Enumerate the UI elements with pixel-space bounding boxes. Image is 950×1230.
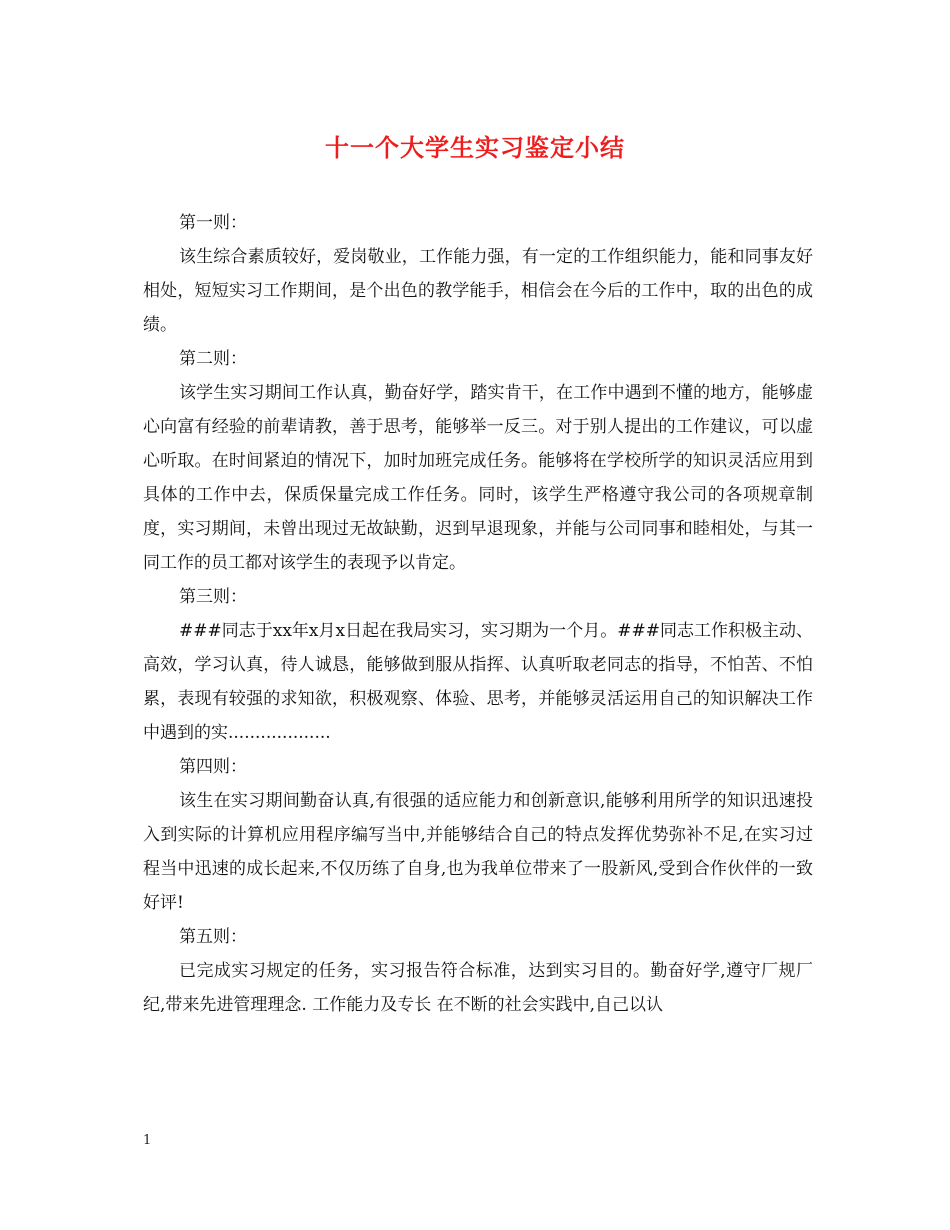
section-paragraph-1: 该生综合素质较好，爱岗敬业，工作能力强，有一定的工作组织能力，能和同事友好相处，短短实习工作期间，是个出色的教学能手，相信会在今后的工作中，取的出色的成绩。 xyxy=(143,247,813,335)
section-heading-3: 第三则： xyxy=(179,587,247,607)
document-body xyxy=(143,206,813,1022)
section-paragraph-5: 已完成实习规定的任务，实习报告符合标准，达到实习目的。勤奋好学,遵守厂规厂纪,带来先进管理理念. 工作能力及专长 在不断的社会实践中,自己以认 xyxy=(143,961,813,1015)
document-title: 十一个大学生实习鉴定小结 xyxy=(325,133,625,162)
section-paragraph-4: 该生在实习期间勤奋认真,有很强的适应能力和创新意识,能够利用所学的知识迅速投入到实际的计算机应用程序编写当中,并能够结合自己的特点发挥优势弥补不足,在实习过程当中迅速的成长起来,不仅历练了自身,也为我单位带来了一股新风,受到合作伙伴的一致好评! xyxy=(143,791,813,913)
page-number: 1 xyxy=(143,1133,152,1148)
section-heading-2: 第二则： xyxy=(179,349,247,369)
section-heading-1: 第一则： xyxy=(179,213,247,233)
section-heading-4: 第四则： xyxy=(179,757,247,777)
section-paragraph-3: ###同志于xx年x月x日起在我局实习，实习期为一个月。###同志工作积极主动、高效，学习认真，待人诚恳，能够做到服从指挥、认真听取老同志的指导，不怕苦、不怕累，表现有较强的求知欲，积极观察、体验、思考，并能够灵活运用自己的知识解决工作中遇到的实................... xyxy=(143,621,813,743)
section-heading-5: 第五则： xyxy=(179,927,247,947)
section-paragraph-2: 该学生实习期间工作认真，勤奋好学，踏实肯干，在工作中遇到不懂的地方，能够虚心向富有经验的前辈请教，善于思考，能够举一反三。对于别人提出的工作建议，可以虚心听取。在时间紧迫的情况下，加时加班完成任务。能够将在学校所学的知识灵活应用到具体的工作中去，保质保量完成工作任务。同时，该学生严格遵守我公司的各项规章制度，实习期间，未曾出现过无故缺勤，迟到早退现象，并能与公司同事和睦相处，与其一同工作的员工都对该学生的表现予以肯定。 xyxy=(143,383,813,573)
